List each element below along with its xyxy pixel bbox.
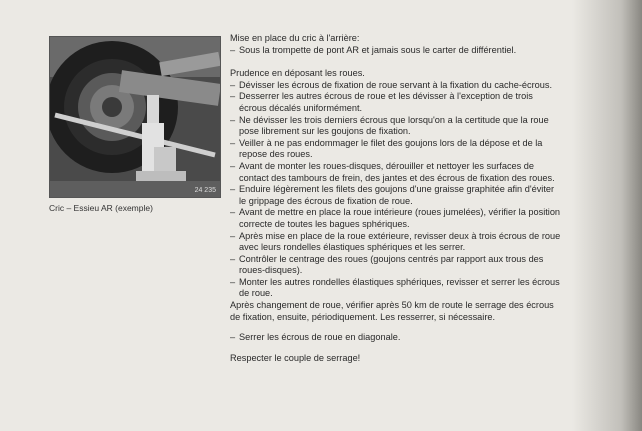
list-item: – Avant de mettre en place la roue intérieure (roues jumelées), vérifier la position correcte de toutes les bagues sphériques. [230,207,561,229]
list-item: – Contrôler le centrage des roues (goujons centrés par rapport aux trous des roues-disques). [230,253,544,276]
list-item: – Desserrer les autres écrous de roue et les dévisser à l'exception de trois écrous décalés uniformément. [230,91,533,113]
list-item: – Avant de monter les roues-disques, dérouiller et nettoyer les surfaces de contact des tambours de frein, des jantes et des écrous de fixation des roues. [230,160,555,183]
list-item: – Après mise en place de la roue extérieure, revisser deux à trois écrous de roue avec leurs rondelles élastiques sphériques et les serrer. [230,230,561,253]
instructions-text [230,33,615,364]
figure-caption: Cric – Essieu AR (exemple) [49,203,153,213]
list-item: – Sous la trompette de pont AR et jamais sous le carter de différentiel. [230,44,517,55]
paragraph: Après changement de roue, vérifier après 50 km de route le serrage des écrous de fixation, ensuite, périodiquement. Les resserrer, si nécessaire. [230,300,554,322]
list-item: – Veiller à ne pas endommager le filet des goujons lors de la dépose et de la repose des roues. [230,137,543,160]
figure-number: 24 235 [194,187,216,194]
list-item: – Dévisser les écrous de fixation de roue servant à la fixation du cache-écrous. [230,79,553,90]
jack-illustration [50,37,220,197]
list-item: – Enduire légèrement les filets des goujons d'une graisse graphitée afin d'éviter le grippage des écrous de fixation de roue. [230,184,555,206]
bullet-list [230,80,615,300]
section-heading: Prudence en déposant les roues. [230,68,365,79]
closing-note: Respecter le couple de serrage! [230,352,361,363]
list-item: – Serrer les écrous de roue en diagonale. [230,332,401,343]
list-item: – Ne dévisser les trois derniers écrous que lorsqu'on a la certitude que la roue pose librement sur les goujons de fixation. [230,114,549,137]
section-heading: Mise en place du cric à l'arrière: [230,33,360,43]
jack-photo [49,36,221,198]
list-item: – Monter les autres rondelles élastiques sphériques, revisser et serrer les écrous de roue. [230,276,560,299]
bullet-list [230,45,615,57]
